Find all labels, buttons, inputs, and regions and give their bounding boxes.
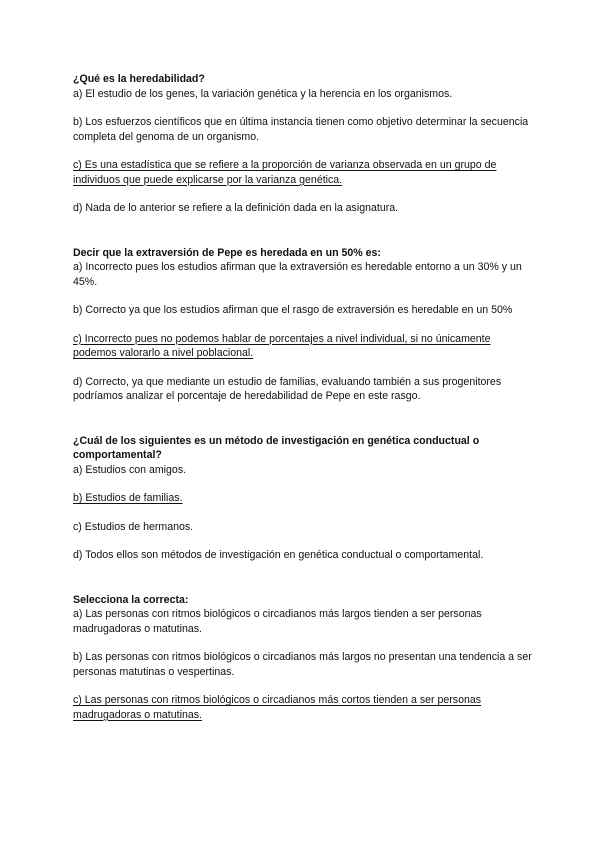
- option-d: d) Correcto, ya que mediante un estudio de familias, evaluando también a sus progenitores podríamos analizar el porcentaje de heredabilidad de Pepe en este rasgo.: [73, 375, 502, 402]
- document-page: [73, 72, 533, 722]
- question-title: Decir que la extraversión de Pepe es heredada en un 50% es:: [73, 246, 381, 259]
- option-a: a) Incorrecto pues los estudios afirman que la extraversión es heredable entorno a un 30% y un 45%.: [73, 261, 522, 288]
- option-a: a) El estudio de los genes, la variación genética y la herencia en los organismos.: [73, 87, 453, 100]
- question-1: [73, 72, 533, 216]
- question-2: [73, 246, 533, 404]
- option-a: a) Estudios con amigos.: [73, 463, 187, 476]
- option-b-correct: b) Estudios de familias.: [73, 492, 183, 504]
- option-b: b) Correcto ya que los estudios afirman que el rasgo de extraversión es heredable en un 50%: [73, 304, 513, 316]
- option-b: b) Las personas con ritmos biológicos o circadianos más largos no presentan una tendencia a ser personas matutinas o vespertinas.: [73, 651, 532, 678]
- option-d: d) Nada de lo anterior se refiere a la definición dada en la asignatura.: [73, 202, 399, 214]
- question-3: [73, 434, 533, 563]
- option-c-correct: c) Es una estadística que se refiere a la proporción de varianza observada en un grupo de individuos que puede explicarse por la varianza genética.: [73, 159, 497, 186]
- option-c: c) Estudios de hermanos.: [73, 520, 194, 533]
- question-title: ¿Cuál de los siguientes es un método de investigación en genética conductual o comportamental?: [73, 434, 480, 461]
- question-4: [73, 593, 533, 723]
- option-c-correct: c) Incorrecto pues no podemos hablar de porcentajes a nivel individual, si no únicamente podemos valorarlo a nivel poblacional.: [73, 332, 491, 359]
- option-d: d) Todos ellos son métodos de investigación en genética conductual o comportamental.: [73, 549, 484, 561]
- option-a: a) Las personas con ritmos biológicos o circadianos más largos tienden a ser personas madrugadoras o matutinas.: [73, 608, 482, 635]
- option-c-correct: c) Las personas con ritmos biológicos o circadianos más cortos tienden a ser personas madrugadoras o matutinas.: [73, 694, 482, 721]
- question-title: Selecciona la correcta:: [73, 593, 189, 606]
- question-title: ¿Qué es la heredabilidad?: [73, 73, 205, 85]
- option-b: b) Los esfuerzos científicos que en última instancia tienen como objetivo determinar la secuencia completa del genoma de un organismo.: [73, 116, 529, 143]
